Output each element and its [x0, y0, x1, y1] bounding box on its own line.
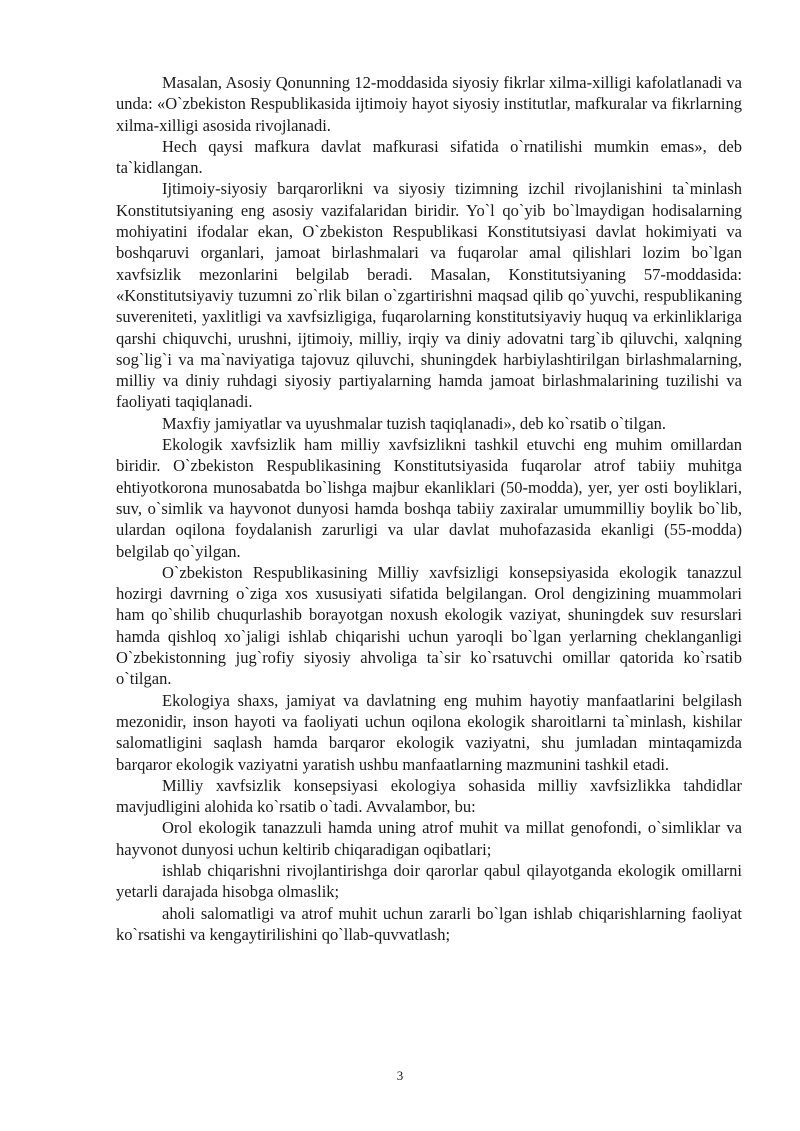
paragraph: Masalan, Asosiy Qonunning 12-moddasida siyosiy fikrlar xilma-xilligi kafolatlanadi va unda: «O`zbekiston Respublikasida ijtimoiy hayot siyosiy institutlar, mafkuralar va fikrlarning xilma-xilligi asosida rivojlanadi. — [116, 73, 742, 135]
paragraph: Orol ekologik tanazzuli hamda uning atrof muhit va millat genofondi, o`simliklar va hayvonot dunyosi uchun keltirib chiqaradigan oqibatlari; — [116, 818, 742, 859]
paragraph: Ekologik xavfsizlik ham milliy xavfsizlikni tashkil etuvchi eng muhim omillardan biridir. O`zbekiston Respublikasining Konstitutsiyasida fuqarolar atrof tabiiy muhitga ehtiyotkorona munosabatda bo`lishga majbur ekanliklari (50-modda), yer, yer osti boyliklari, suv, o`simlik va hayvonot dunyosi hamda boshqa tabiiy zaxiralar umummilliy boylik bo`lib, ulardan oqilona foydalanish zarurligi va ular davlat muhofazasida ekanligi (55-modda) belgilab qo`yilgan. — [116, 435, 742, 561]
paragraph: Maxfiy jamiyatlar va uyushmalar tuzish taqiqlanadi», deb ko`rsatib o`tilgan. — [162, 413, 667, 433]
paragraph: aholi salomatligi va atrof muhit uchun zararli bo`lgan ishlab chiqarishlarning faoliyat ko`rsatishi va kengaytirilishini qo`llab-quvvatlash; — [116, 903, 742, 944]
paragraph: Milliy xavfsizlik konsepsiyasi ekologiya sohasida milliy xavfsizlikka tahdidlar mavjudligini alohida ko`rsatib o`tadi. Avvalambor, bu: — [116, 775, 742, 817]
paragraph: ishlab chiqarishni rivojlantirishga doir qarorlar qabul qilayotganda ekologik omillarni yetarli darajada hisobga olmaslik; — [116, 860, 742, 902]
paragraph: Ijtimoiy-siyosiy barqarorlikni va siyosiy tizimning izchil rivojlanishini ta`minlash Konstitutsiyaning eng asosiy vazifalaridan biridir. Yo`l qo`yib bo`lmaydigan hodisalarning mohiyatini ifodalar ekan, O`zbekiston Respublikasi Konstitutsiyasi davlat hokimiyati va boshqaruvi organlari, jamoat birlashmalari va fuqarolar amal qilishlari lozim bo`lgan xavfsizlik mezonlarini belgilab beradi. Masalan, Konstitutsiyaning 57-moddasida: «Konstitutsiyaviy tuzumni zo`rlik bilan o`zgartirishni maqsad qilib qo`yuvchi, respublikaning suvereniteti, yaxlitligi va xavfsizligiga, fuqarolarning konstitutsiyaviy huquq va erkinliklariga qarshi chiquvchi, urushni, ijtimoiy, milliy, irqiy va diniy adovatni targ`ib qiluvchi, xalqning sog`lig`i va ma`naviyatiga tajovuz qiluvchi, shuningdek harbiylashtirilgan birlashmalarning, milliy va diniy ruhdagi siyosiy partiyalarning hamda jamoat birlashmalarining tuzilishi va faoliyati taqiqlanadi. — [116, 179, 742, 412]
paragraph: O`zbekiston Respublikasining Milliy xavfsizligi konsepsiyasida ekologik tanazzul hozirgi davrning o`ziga xos xususiyati sifatida belgilangan. Orol dengizining muammolari ham qo`shilib chuqurlashib borayotgan noxush ekologik vaziyat, shuningdek suv resurslari hamda qishloq xo`jaligi ishlab chiqarishi uchun yaroqli bo`lgan yerlarning cheklanganligi O`zbekistonning jug`rofiy siyosiy ahvoliga ta`sir ko`rsatuvchi omillar qatorida ko`rsatib o`tilgan. — [116, 562, 742, 689]
page-body — [116, 72, 742, 945]
page-number: 3 — [396, 1068, 404, 1083]
paragraph: Hech qaysi mafkura davlat mafkurasi sifatida o`rnatilishi mumkin emas», deb ta`kidlangan. — [116, 136, 742, 178]
paragraph: Ekologiya shaxs, jamiyat va davlatning eng muhim hayotiy manfaatlarini belgilash mezonidir, inson hayoti va faoliyati uchun oqilona ekologik sharoitlarni ta`minlash, kishilar salomatligini saqlash hamda barqaror ekologik vaziyatni, shu jumladan mintaqamizda barqaror ekologik vaziyatni yaratish ushbu manfaatlarning mazmunini tashkil etadi. — [116, 690, 742, 774]
